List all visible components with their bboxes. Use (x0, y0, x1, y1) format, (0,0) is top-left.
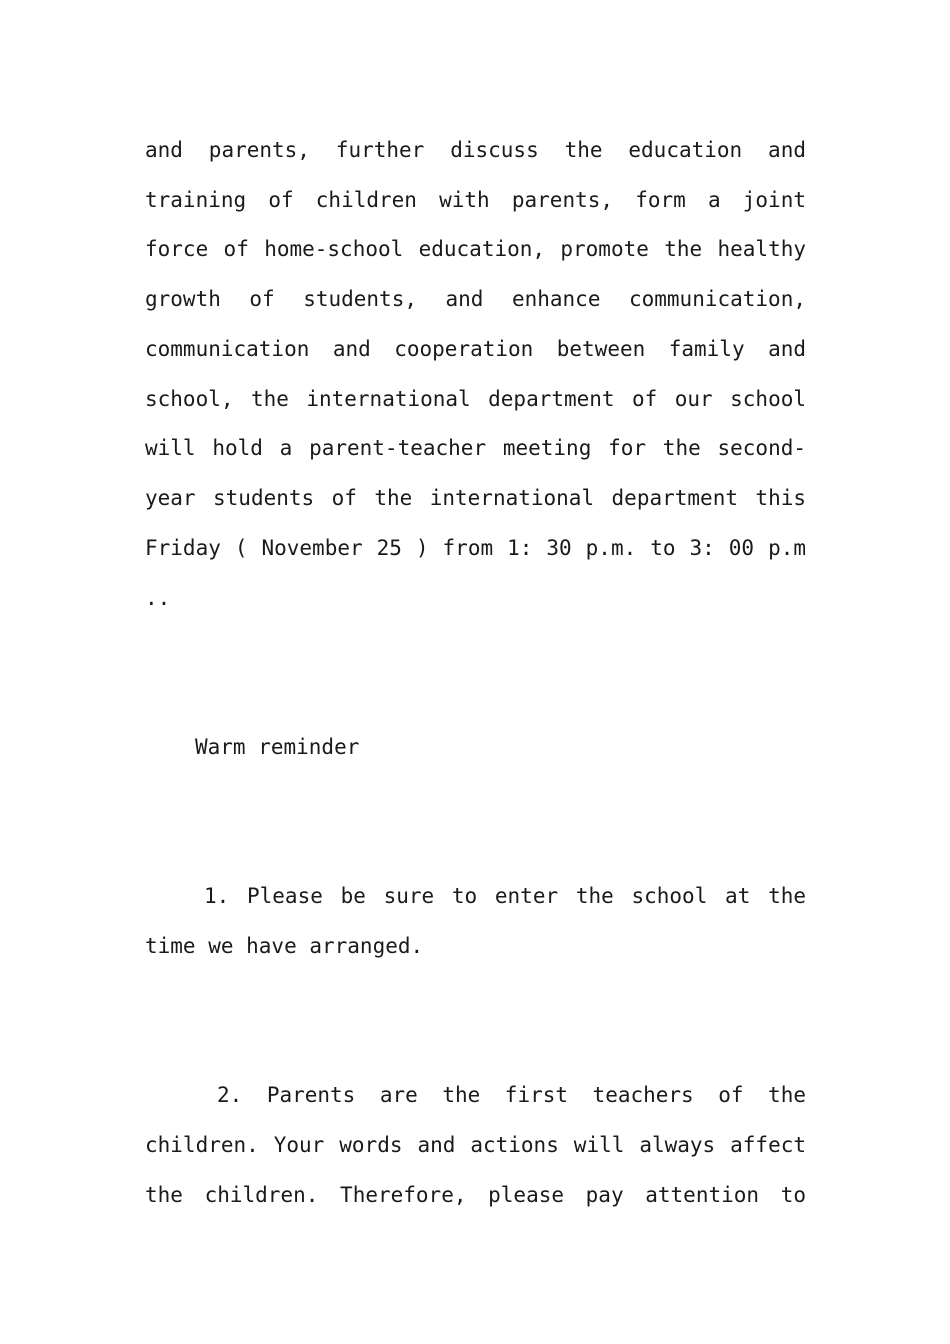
paragraph-line: and parents, further discuss the education and (145, 138, 806, 162)
paragraph-line: force of home-school education, promote the healthy (145, 237, 806, 261)
reminder-line: the children. Therefore, please pay attention to (145, 1183, 806, 1207)
paragraph-line: growth of students, and enhance communication, (145, 287, 806, 311)
paragraph-line: .. (145, 586, 171, 610)
paragraph-line: Friday ( November 25 ) from 1: 30 p.m. to 3: 00 p.m (145, 536, 806, 560)
reminder-line: time we have arranged. (145, 934, 424, 958)
section-heading: Warm reminder (195, 735, 360, 759)
paragraph-line: communication and cooperation between family and (145, 337, 806, 361)
paragraph-line: school, the international department of our school (145, 387, 806, 411)
paragraph-line: training of children with parents, form a joint (145, 188, 806, 212)
reminder-line: 2. Parents are the first teachers of the (217, 1083, 806, 1107)
reminder-line: 1. Please be sure to enter the school at the (204, 884, 806, 908)
paragraph-line: year students of the international department this (145, 486, 806, 510)
reminder-line: children. Your words and actions will always affect (145, 1133, 806, 1157)
paragraph-line: will hold a parent-teacher meeting for the second- (145, 436, 806, 460)
